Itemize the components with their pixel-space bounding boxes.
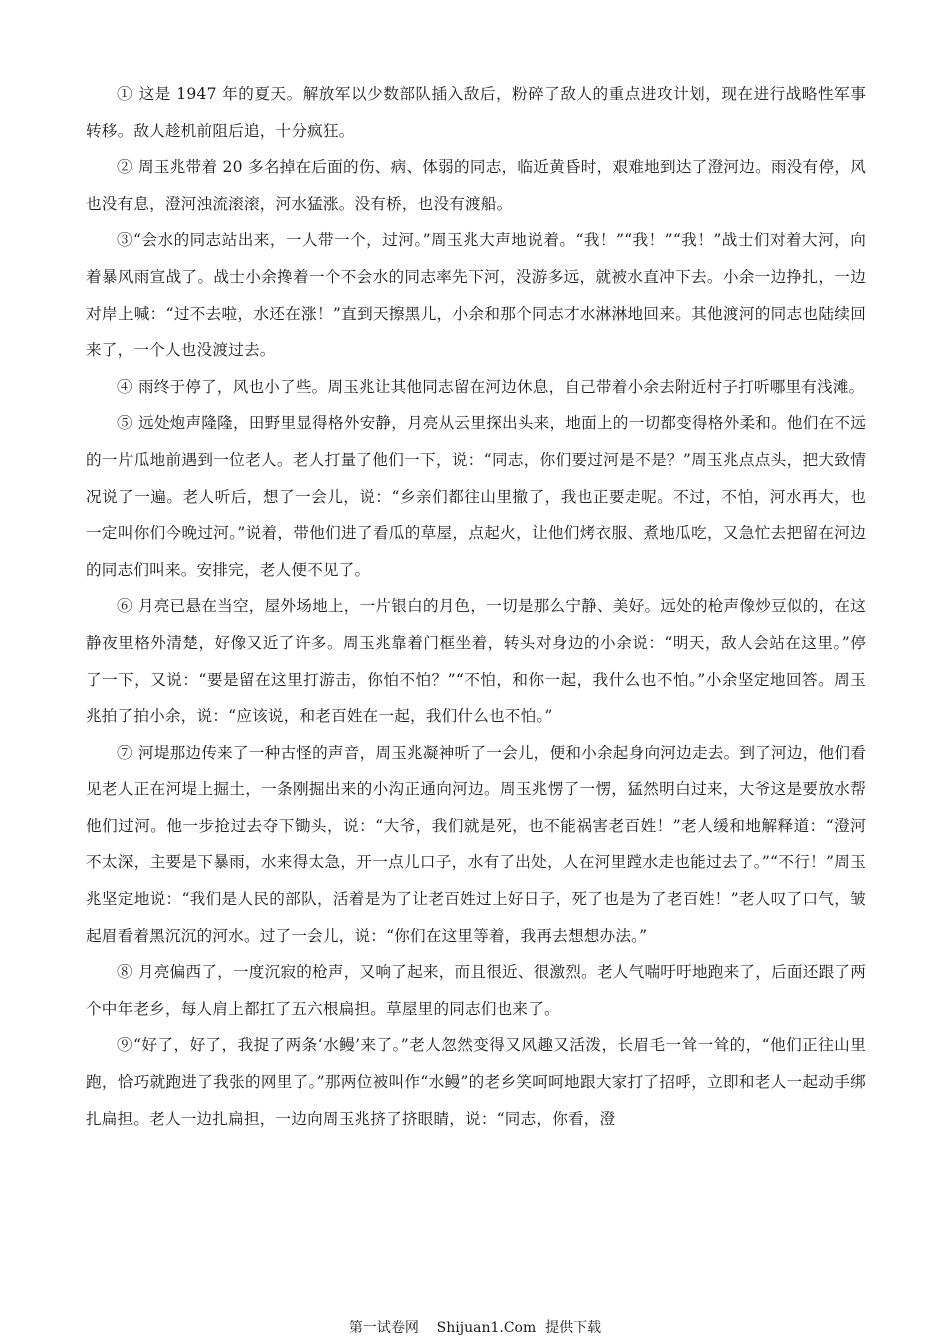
article-body bbox=[86, 76, 866, 1137]
paragraph-9: ⑨“好了，好了，我捉了两条‘水鳗’来了。”老人忽然变得又风趣又活泼，长眉毛一耸一耸的，“他们正往山里跑，恰巧就跑进了我张的网里了。”那两位被叫作“水鳗”的老乡笑呵呵地跟大家打了招呼，立即和老人一起动手绑扎扁担。老人一边扎扁担，一边向周玉兆挤了挤眼睛，说：“同志，你看，澄 bbox=[86, 1036, 866, 1128]
paragraph-6: ⑥ 月亮已悬在当空，屋外场地上，一片银白的月色，一切是那么宁静、美好。远处的枪声像炒豆似的，在这静夜里格外清楚，好像又近了许多。周玉兆靠着门框坐着，转头对身边的小余说：“明天，敌人会站在这里。”停了一下，又说：“要是留在这里打游击，你怕不怕？”“不怕，和你一起，我什么也不怕。”小余坚定地回答。周玉兆拍了拍小余，说：“应该说，和老百姓在一起，我们什么也不怕。” bbox=[86, 597, 866, 726]
page-footer: 第一试卷网 Shijuan1.Com 提供下载 bbox=[348, 1320, 602, 1336]
paragraph-2: ② 周玉兆带着 20 多名掉在后面的伤、病、体弱的同志，临近黄昏时，艰难地到达了澄河边。雨没有停，风也没有息，澄河浊流滚滚，河水猛涨。没有桥，也没有渡船。 bbox=[86, 158, 866, 213]
paragraph-5: ⑤ 远处炮声隆隆，田野里显得格外安静，月亮从云里探出头来，地面上的一切都变得格外柔和。他们在不远的一片瓜地前遇到一位老人。老人打量了他们一下，说：“同志，你们要过河是不是？”周玉兆点点头，把大致情况说了一遍。老人听后，想了一会儿，说：“乡亲们都往山里撤了，我也正要走呢。不过，不怕，河水再大，也一定叫你们今晚过河。”说着，带他们进了看瓜的草屋，点起火，让他们烤衣服、煮地瓜吃，又急忙去把留在河边的同志们叫来。安排完，老人便不见了。 bbox=[86, 414, 866, 579]
paragraph-8: ⑧ 月亮偏西了，一度沉寂的枪声，又响了起来，而且很近、很激烈。老人气喘吁吁地跑来了，后面还跟了两个中年老乡，每人肩上都扛了五六根扁担。草屋里的同志们也来了。 bbox=[86, 963, 866, 1018]
paragraph-4: ④ 雨终于停了，风也小了些。周玉兆让其他同志留在河边休息，自己带着小余去附近村子打听哪里有浅滩。 bbox=[117, 377, 865, 396]
paragraph-1: ① 这是 1947 年的夏天。解放军以少数部队插入敌后，粉碎了敌人的重点进攻计划，现在进行战略性军事转移。敌人趁机前阻后追，十分疯狂。 bbox=[86, 85, 866, 140]
paragraph-7: ⑦ 河堤那边传来了一种古怪的声音，周玉兆凝神听了一会儿，便和小余起身向河边走去。到了河边，他们看见老人正在河堤上掘土，一条刚掘出来的小沟正通向河边。周玉兆愣了一愣，猛然明白过来，大爷这是要放水帮他们过河。他一步抢过去夺下锄头，说：“大爷，我们就是死，也不能祸害老百姓！”老人缓和地解释道：“澄河不太深，主要是下暴雨，水来得太急，开一点儿口子，水有了出处，人在河里蹚水走也能过去了。”“不行！”周玉兆坚定地说：“我们是人民的部队，活着是为了让老百姓过上好日子，死了也是为了老百姓！”老人叹了口气，皱起眉看着黑沉沉的河水。过了一会儿，说：“你们在这里等着，我再去想想办法。” bbox=[86, 743, 866, 945]
paragraph-3: ③“会水的同志站出来，一人带一个，过河。”周玉兆大声地说着。“我！”“我！”“我！”战士们对着大河，向着暴风雨宣战了。战士小余搀着一个不会水的同志率先下河，没游多远，就被水直冲下去。小余一边挣扎，一边对岸上喊：“过不去啦，水还在涨！”直到天擦黑儿，小余和那个同志才水淋淋地回来。其他渡河的同志也陆续回来了，一个人也没渡过去。 bbox=[86, 231, 866, 360]
